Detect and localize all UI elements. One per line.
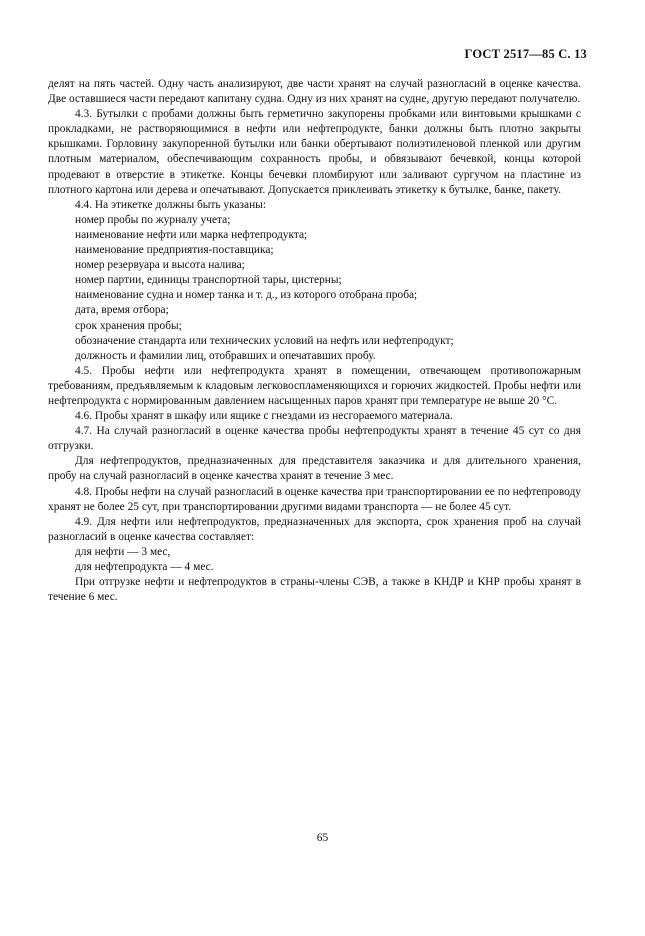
label-item: обозначение стандарта или технических условий на нефть или нефтепродукт; [75,334,454,347]
document-body [48,77,581,605]
label-item: наименование предприятия-поставщика; [75,244,274,257]
paragraph-4-3: 4.3. Бутылки с пробами должны быть герметично закупорены пробками или винтовыми крышками с прокладками, не растворяющимися в нефти или нефтепродукте, банки должны быть плотно закрыты крышками. Горловину закупоренной бутылки или банки обертывают полиэтиленовой пленкой или другим плотным материалом, обеспечивающим сохранность пробы, и обвязывают бечевкой, концы которой продевают в отверстие в этикетке. Концы бечевки пломбируют или заливают сургучом на пластине из плотного картона или дерева и опечатывают. Допускается приклеивать этикетку к бутылке, банке, пакету. [48,108,581,196]
label-item: должность и фамилии лиц, отобравших и опечатавших пробу. [75,349,376,362]
paragraph-4-9: 4.9. Для нефти или нефтепродуктов, предназначенных для экспорта, срок хранения проб на случай разногласий в оценке качества составляет: [48,515,581,543]
paragraph-4-8: 4.8. Пробы нефти на случай разногласий в оценке качества при транспортировании ее по нефтепроводу хранят не более 25 сут, при транспортировании другими видами транспорта — не более 45 сут. [48,485,581,513]
storage-item: для нефтепродукта — 4 мес. [75,561,214,573]
label-item: дата, время отбора; [75,304,169,317]
paragraph-4-7: 4.7. На случай разногласий в оценке качества пробы нефтепродукты хранят в течение 45 сут со дня отгрузки. [48,425,581,453]
label-item: номер пробы по журналу учета; [75,213,231,226]
paragraph-4-4: 4.4. На этикетке должны быть указаны: [75,198,267,211]
label-item: срок хранения пробы; [75,319,182,332]
document-header: ГОСТ 2517—85 С. 13 [464,47,587,61]
label-item: номер партии, единицы транспортной тары, цистерны; [75,274,342,287]
paragraph-4-5: 4.5. Пробы нефти или нефтепродукта хранят в помещении, отвечающем противопожарным требованиям, предъявляемым к кладовым легковоспламеняющихся и горючих жидкостей. Пробы нефти или нефтепродукта с нормированным давлением насыщенных паров хранят при температуре не выше 20 °С. [48,364,581,407]
page-number: 65 [316,832,329,844]
paragraph-4-6: 4.6. Пробы хранят в шкафу или ящике с гнездами из несгораемого материала. [75,410,453,423]
paragraph-continuation: делят на пять частей. Одну часть анализируют, две части хранят на случай разногласий в оценке качества. Две оставшиеся части передают капитану судна. Одну из них хранят на судне, другую передают получателю. [48,78,581,106]
paragraph-4-7-continued: Для нефтепродуктов, предназначенных для представителя заказчика и для длительного хранения, пробу на случай разногласий в оценке качества хранят в течение 3 мес. [48,455,581,483]
label-item: наименование судна и номер танка и т. д., из которого отобрана проба; [75,289,418,302]
paragraph-4-9-continued: При отгрузке нефти и нефтепродуктов в страны-члены СЭВ, а также в КНДР и КНР пробы хранят в течение 6 мес. [48,576,581,604]
label-item: наименование нефти или марка нефтепродукта; [75,228,308,241]
label-item: номер резервуара и высота налива; [75,259,245,272]
storage-item: для нефти — 3 мес, [75,545,171,558]
